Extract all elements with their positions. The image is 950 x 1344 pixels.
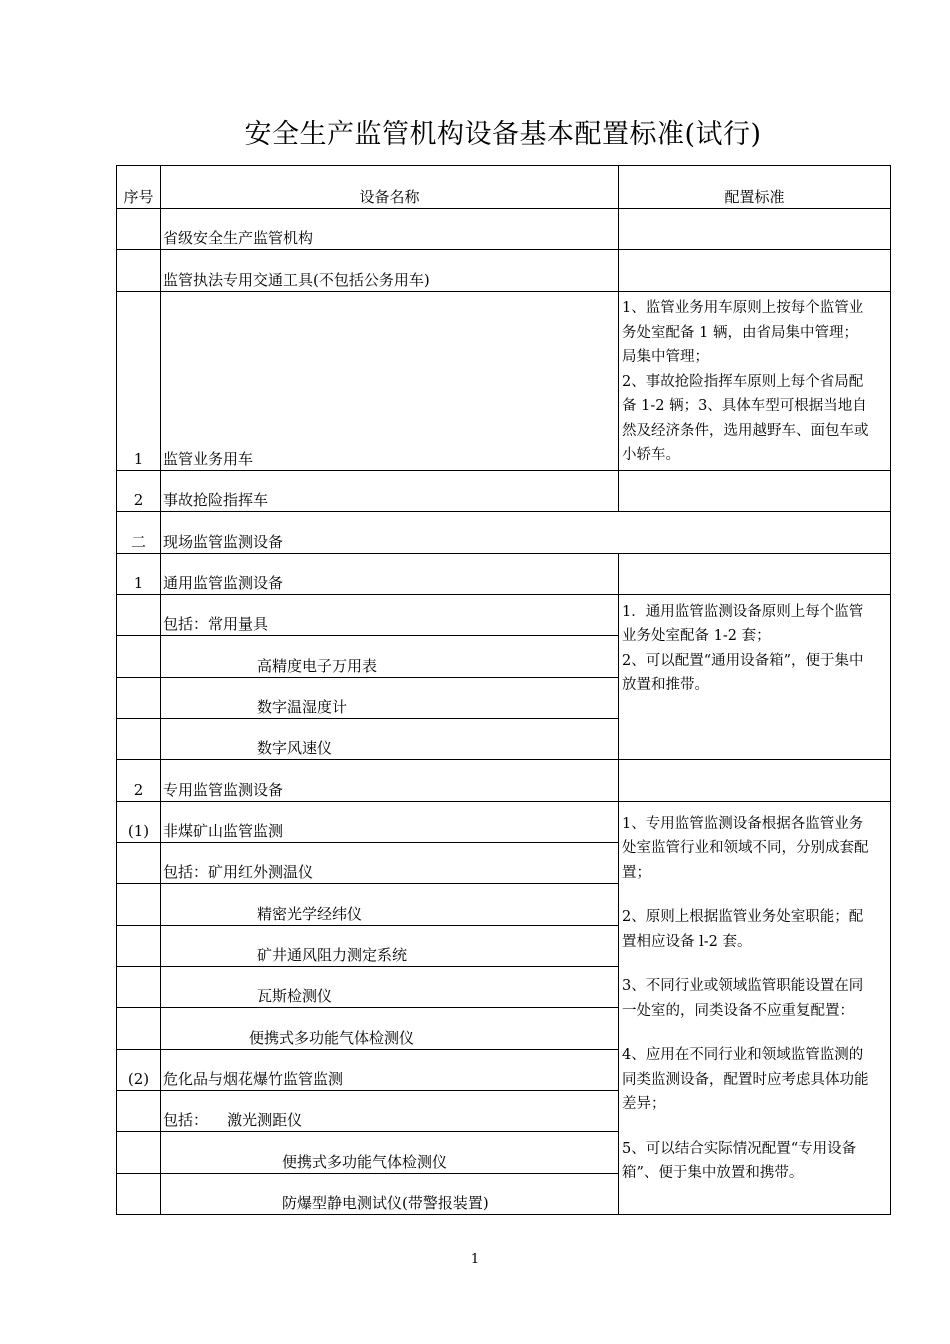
- row-no: [117, 1173, 161, 1214]
- header-name: 设备名称: [161, 166, 619, 209]
- standard-line: 业务处室配备 1-2 套；: [622, 628, 771, 644]
- row-no: [117, 1131, 161, 1173]
- table-row: [117, 801, 891, 842]
- table-row: [117, 594, 891, 635]
- standard-line: [622, 1023, 887, 1043]
- row-name: 监管执法专用交通工具(不包括公务用车): [161, 250, 619, 292]
- row-no: [117, 718, 161, 759]
- row-standard: [619, 553, 891, 594]
- row-no: [117, 883, 161, 925]
- row-name: 精密光学经纬仪: [161, 883, 619, 925]
- table-row: [117, 209, 891, 250]
- row-no: [117, 594, 161, 635]
- standard-line: 置相应设备 l-2 套。: [622, 933, 752, 950]
- row-no: [117, 250, 161, 292]
- table-row: [117, 511, 891, 553]
- standard-line: [622, 954, 887, 974]
- row-name: 矿井通风阻力测定系统: [161, 925, 619, 966]
- row-name: 专用监管监测设备: [161, 759, 619, 801]
- row-no: [117, 966, 161, 1007]
- standard-line: 放置和推带。: [622, 677, 709, 693]
- row-name: 便携式多功能气体检测仪: [161, 1007, 619, 1049]
- table-row: [117, 250, 891, 292]
- row-standard: [619, 292, 891, 471]
- standard-line: 一处室的，同类设备不应重复配置：: [622, 1002, 854, 1019]
- standard-line: 1．通用监管监测设备原则上每个监管: [622, 603, 864, 620]
- standard-line: [622, 885, 887, 905]
- standard-line: 处室监管行业和领域不同，分别成套配: [622, 840, 869, 856]
- row-no: 二: [117, 511, 161, 553]
- row-name: 高精度电子万用表: [161, 635, 619, 677]
- row-name: 事故抢险指挥车: [161, 470, 619, 511]
- equipment-table: [116, 165, 891, 1215]
- standard-line: 2、事故抢险指挥车原则上每个省局配: [622, 373, 864, 390]
- standard-line: 同类监测设备，配置时应考虑具体功能: [622, 1071, 869, 1088]
- standard-line: [622, 1117, 887, 1137]
- row-standard: [619, 801, 891, 1214]
- standard-line: 4、应用在不同行业和领域监管监测的: [622, 1047, 864, 1063]
- row-no: [117, 1007, 161, 1049]
- row-no: (2): [117, 1049, 161, 1090]
- table-row: [117, 553, 891, 594]
- standard-line: 然及经济条件，选用越野车、面包车或: [622, 422, 869, 439]
- standard-line: 2、原则上根据监管业务处室职能；配: [622, 909, 864, 925]
- standard-line: 小轿车。: [622, 447, 680, 463]
- header-standard: 配置标准: [619, 166, 891, 209]
- table-row: [117, 292, 891, 471]
- row-name: 危化品与烟花爆竹监管监测: [161, 1049, 619, 1090]
- row-standard: [619, 250, 891, 292]
- row-name: 非煤矿山监管监测: [161, 801, 619, 842]
- standard-line: 1、监管业务用车原则上按每个监管业: [622, 300, 864, 316]
- row-name: 防爆型静电测试仪(带警报装置): [161, 1173, 619, 1214]
- header-no: 序号: [117, 166, 161, 209]
- row-name: 包括：常用量具: [161, 594, 619, 635]
- standard-line: 3、不同行业或领域监管职能设置在同: [622, 978, 864, 994]
- row-name: 便携式多功能气体检测仪: [161, 1131, 619, 1173]
- standard-line: 1、专用监管监测设备根据各监管业务: [622, 815, 864, 832]
- row-no: [117, 677, 161, 718]
- standard-line: 务处室配备 1 辆，由省局集中管理；: [622, 324, 858, 341]
- row-no: [117, 842, 161, 883]
- page-number: 1: [470, 1252, 480, 1267]
- row-name: 包括： 激光测距仪: [161, 1090, 619, 1131]
- row-no: 1: [117, 292, 161, 471]
- row-no: 2: [117, 470, 161, 511]
- row-no: [117, 925, 161, 966]
- standard-line: 局集中管理；: [622, 349, 709, 365]
- row-name: 省级安全生产监管机构: [161, 209, 619, 250]
- row-no: 1: [117, 553, 161, 594]
- row-name: 数字温湿度计: [161, 677, 619, 718]
- standard-line: 备 1-2 辆；3、具体车型可根据当地自: [622, 398, 867, 414]
- standard-line: 2、可以配置“通用设备箱”，便于集中: [622, 652, 864, 669]
- row-standard: [619, 470, 891, 511]
- row-standard: [619, 759, 891, 801]
- row-name: 包括：矿用红外测温仪: [161, 842, 619, 883]
- row-standard: [619, 594, 891, 759]
- page-title: 安全生产监管机构设备基本配置标准(试行): [244, 119, 762, 150]
- row-name: 现场监管监测设备: [161, 511, 891, 553]
- row-no: (1): [117, 801, 161, 842]
- table-header-row: [117, 166, 891, 209]
- row-standard: [619, 209, 891, 250]
- table-row: [117, 470, 891, 511]
- row-no: 2: [117, 759, 161, 801]
- row-no: [117, 635, 161, 677]
- row-no: [117, 1090, 161, 1131]
- row-name: 通用监管监测设备: [161, 553, 619, 594]
- standard-line: 箱”、便于集中放置和携带。: [622, 1165, 804, 1181]
- standard-line: 置；: [622, 864, 651, 881]
- row-name: 瓦斯检测仪: [161, 966, 619, 1007]
- row-no: [117, 209, 161, 250]
- standard-line: 差异；: [622, 1096, 666, 1112]
- row-name: 数字风速仪: [161, 718, 619, 759]
- standard-line: 5、可以结合实际情况配置“专用设备: [622, 1140, 857, 1157]
- table-row: [117, 759, 891, 801]
- row-name: 监管业务用车: [161, 292, 619, 471]
